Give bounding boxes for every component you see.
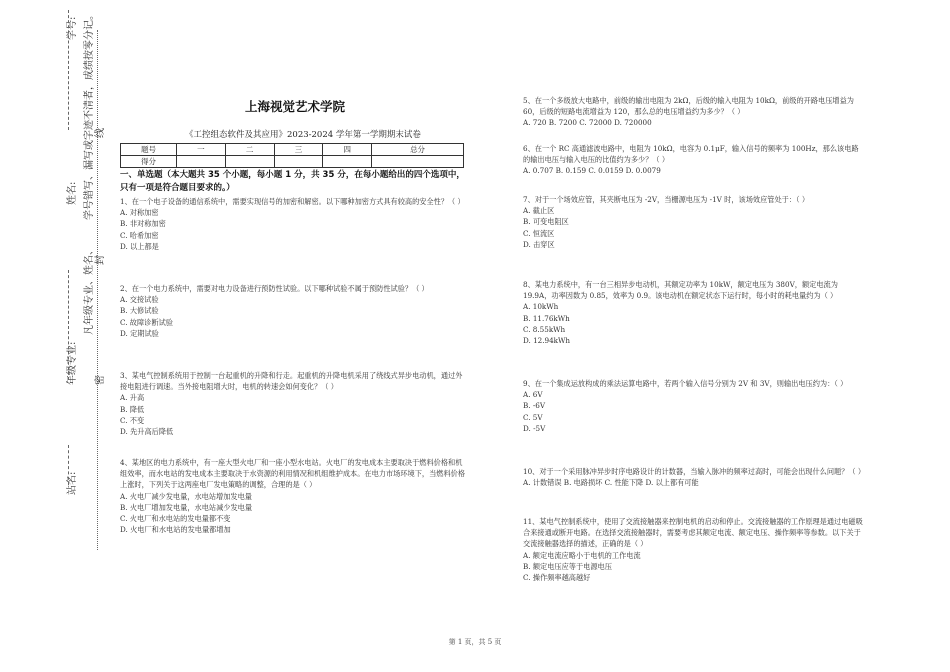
question-stem: 2、在一个电力系统中，需要对电力设备进行预防性试验。以下哪种试验不属于预防性试验？（ ） (120, 284, 429, 293)
score-cell[interactable] (323, 156, 372, 168)
question-4 (120, 457, 465, 535)
question-10 (523, 466, 866, 488)
school-name: 上海视觉艺术学院 (245, 99, 346, 114)
question-option[interactable]: B. 可变电阻区 (523, 217, 569, 227)
question-2 (120, 283, 465, 339)
seal-mark-line: 线 (95, 128, 106, 138)
question-option[interactable]: C. 故障诊断试验 (120, 317, 173, 327)
question-8 (523, 279, 863, 346)
question-11 (523, 516, 863, 583)
score-cell[interactable] (225, 156, 274, 168)
question-option[interactable]: A. 10kWh (523, 302, 559, 312)
question-option[interactable]: A. 交接试验 (120, 295, 159, 305)
seal-line (97, 30, 98, 550)
question-option[interactable]: D. 定期试验 (120, 328, 159, 338)
score-row-label: 得分 (121, 156, 177, 168)
question-option[interactable]: A. 火电厂减少发电量，水电站增加发电量 (120, 491, 252, 501)
score-header-cell: 二 (225, 144, 274, 156)
question-5 (523, 95, 863, 129)
question-option[interactable]: A. 6V (523, 390, 543, 400)
question-7 (523, 194, 863, 250)
question-stem: 9、在一个集成运放构成的乘法运算电路中，若两个输入信号分别为 2V 和 3V，则输出电压约为：（ ） (523, 379, 848, 388)
question-stem: 11、某电气控制系统中，使用了交流接触器来控制电机的启动和停止。交流接触器的工作原理是通过电磁吸合来接通或断开电路。在选择交流接触器时，需要考虑其额定电流、额定电压、操作频率等参数。以下关于交流接触器选择的描述，正确的是（ ） (523, 517, 863, 549)
question-option[interactable]: C. 5V (523, 412, 543, 422)
question-option[interactable]: B. 降低 (120, 404, 145, 414)
question-option[interactable]: C. 操作频率越高越好 (523, 573, 591, 583)
question-option[interactable]: D. 12.94kWh (523, 336, 571, 346)
score-header-cell: 题号 (121, 144, 177, 156)
question-option[interactable]: B. 11.76kWh (523, 313, 570, 323)
question-option[interactable]: D. 火电厂和水电站的发电量都增加 (120, 525, 231, 535)
question-option[interactable]: D. 以上都是 (120, 241, 159, 251)
question-stem: 5、在一个多级放大电路中，前级的输出电阻为 2kΩ，后级的输入电阻为 10kΩ，前级的开路电压增益为 60，后级的短路电流增益为 120，那么总的电压增益约为多少？（ ） (523, 96, 854, 117)
question-option[interactable]: D. 击穿区 (523, 239, 555, 249)
score-table (120, 143, 464, 168)
question-option[interactable]: A. 升高 (120, 393, 145, 403)
score-cell[interactable] (177, 156, 226, 168)
question-option[interactable]: B. -6V (523, 401, 546, 411)
score-header-cell: 四 (323, 144, 372, 156)
score-cell[interactable] (372, 156, 464, 168)
question-6 (523, 143, 863, 177)
score-table-score-row (121, 156, 464, 168)
question-stem: 10、对于一个采用脉冲异步时序电路设计的计数器，当输入脉冲的频率过高时，可能会出现什么问题？（ ） (523, 467, 866, 476)
question-stem: 8、某电力系统中，有一台三相异步电动机，其额定功率为 10kW，额定电压为 380V，额定电流为 19.9A，功率因数为 0.85，效率为 0.9。该电动机在额定状态下运行时，每小时的耗电量约为（ ） (523, 280, 838, 301)
question-option[interactable]: B. 火电厂增加发电量，水电站减少发电量 (120, 502, 253, 512)
question-9 (523, 378, 863, 434)
exam-title: 《工控组态软件及其应用》2023-2024 学年第一学期期末试卷 (185, 130, 421, 140)
venue-label: 站名: (67, 471, 78, 495)
question-stem: 3、某电气控制系统用于控制一台起重机的升降和行走。起重机的升降电机采用了绕线式异步电动机，通过外接电阻进行调速。当外接电阻增大时，电机的转速会如何变化？（ ） (120, 371, 463, 392)
question-option[interactable]: C. 不变 (120, 415, 145, 425)
question-option[interactable]: A. 对称加密 (120, 208, 159, 218)
score-header-cell: 三 (274, 144, 323, 156)
major-label: 年级专业: (67, 341, 78, 385)
venue-line (68, 445, 69, 485)
student-id-line (68, 10, 69, 130)
student-id-label: 学号: (67, 16, 78, 40)
question-option[interactable]: A. 720 B. 7200 C. 72000 D. 720000 (523, 118, 652, 128)
seal-mark-seal: 封 (95, 255, 106, 265)
question-option[interactable]: D. 先升高后降低 (120, 427, 174, 437)
question-option[interactable]: C. 8.55kWh (523, 324, 566, 334)
score-header-cell: 总分 (372, 144, 464, 156)
question-option[interactable]: D. -5V (523, 423, 546, 433)
notice-text-2: 凡年级专业、姓名、 (84, 245, 95, 335)
seal-mark-secret: 密 (95, 375, 106, 385)
major-line (68, 270, 69, 380)
question-stem: 4、某地区的电力系统中，有一座大型火电厂和一座小型水电站。火电厂的发电成本主要取决于燃料价格和机组效率，而水电站的发电成本主要取决于水资源的利用情况和机组维护成本。在电力市场环境下，当燃料价格上涨时，下列关于这两座电厂发电策略的调整，合理的是（ ） (120, 458, 466, 490)
question-1 (120, 196, 465, 252)
question-option[interactable]: A. 0.707 B. 0.159 C. 0.0159 D. 0.0079 (523, 166, 661, 176)
question-option[interactable]: B. 额定电压应等于电源电压 (523, 561, 612, 571)
question-3 (120, 370, 465, 437)
question-option[interactable]: B. 非对称加密 (120, 219, 166, 229)
question-option[interactable]: A. 截止区 (523, 206, 555, 216)
question-option[interactable]: A. 计数错误 B. 电路损坏 C. 性能下降 D. 以上都有可能 (523, 478, 699, 488)
question-stem: 7、对于一个场效应管，其夹断电压为 -2V，当栅源电压为 -1V 时，该场效应管处于：（ ） (523, 195, 810, 204)
notice-text: 学号错写、漏写或字迹不清者，成绩按零分记。 (84, 10, 95, 220)
question-option[interactable]: A. 额定电流应略小于电机的工作电流 (523, 550, 641, 560)
page-footer: 第 1 页，共 5 页 (448, 638, 502, 646)
question-option[interactable]: C. 哈希加密 (120, 230, 159, 240)
question-option[interactable]: C. 火电厂和水电站的发电量都不变 (120, 514, 231, 524)
question-option[interactable]: C. 恒流区 (523, 228, 555, 238)
question-stem: 6、在一个 RC 高通滤波电路中，电阻为 10kΩ，电容为 0.1μF，输入信号的频率为 100Hz，那么该电路的输出电压与输入电压的比值约为多少？（ ） (523, 144, 859, 165)
section-title: 一、单选题（本大题共 35 个小题，每小题 1 分，共 35 分，在每小题给出的四个选项中，只有一项是符合题目要求的。） (120, 170, 465, 193)
binding-margin (0, 0, 112, 672)
score-header-cell: 一 (177, 144, 226, 156)
question-option[interactable]: B. 大修试验 (120, 306, 159, 316)
question-stem: 1、在一个电子设备的通信系统中，需要实现信号的加密和解密。以下哪种加密方式具有较高的安全性？（ ） (120, 197, 465, 206)
score-cell[interactable] (274, 156, 323, 168)
name-label: 姓名: (67, 181, 78, 205)
score-table-header-row (121, 144, 464, 156)
